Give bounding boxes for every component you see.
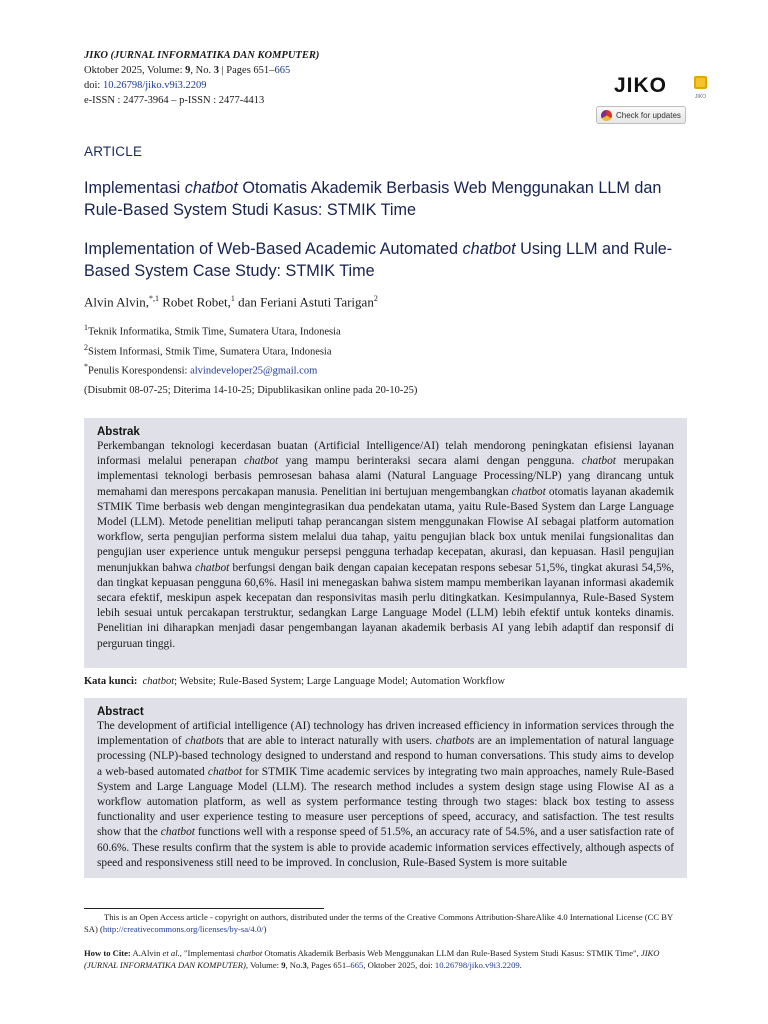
affiliation-2: $^2$Sistem Informasi, Stmik Time, Sumatera Utara, Indonesia (84, 342, 332, 357)
logo-text: JIKO (614, 74, 668, 97)
article-type-label: ARTICLE (84, 144, 143, 159)
title-indonesian: Implementasi chatbot Otomatis Akademik Berbasis Web Menggunakan LLM dan Rule-Based System Studi Kasus: STMIK Time (84, 179, 662, 219)
doi-line: doi: 10.26798/jiko.v9i3.2209 (84, 80, 207, 91)
corresponding-email-link[interactable]: alvindeveloper25@gmail.com (190, 365, 318, 377)
abstrak-body: Perkembangan teknologi kecerdasan buatan (Artificial Intelligence/AI) telah mendorong peningkatan efisiensi layanan informasi melalui penerapan chatbot yang mampu berinteraksi secara alami dengan pengguna. chatbot merupakan implementasi teknologi berbasis pemrosesan bahasa alami (Natural Language Processing/NLP) yang dirancang untuk memahami dan merespons percakapan manusia. Penelitian ini bertujuan mengembangkan chatbot otomatis layanan akademik STMIK Time berbasis web dengan mengintegrasikan dua pendekatan utama, yaitu Rule-Based System dan Large Language Model (LLM). Metode penelitian meliputi tahap perancangan sistem menggunakan Flowise AI sebagai platform automation workflow, serta pengujian performa sistem melalui dua tahap, yaitu pengujian black box untuk menilai fungsionalitas dan pengujian user experience untuk mengukur persepsi pengguna terhadap kecepatan, akurasi, dan kepuasan. Hasil pengujian menunjukkan bahwa chatbot berfungsi dengan baik dengan capaian kecepatan respons sebesar 51,5%, tingkat akurasi 54,5%, dan tingkat kepuasan pengguna 60,6%. Hasil ini menegaskan bahwa sistem mampu memberikan layanan informasi akademik secara efektif, meskipun aspek kecepatan dan responsivitas masih perlu ditingkatkan. Kesimpulannya, Rule-Based System lebih sesuai untuk percakapan terstruktur, sedangkan Large Language Model (LLM) lebih efektif untuk konteks dinamis. Penelitian ini diharapkan menjadi dasar pengembangan layanan akademik berbasis AI yang lebih adaptif dan responsif di perguruan tinggi. (97, 440, 675, 650)
cite-pages-link[interactable]: 665 (350, 959, 364, 970)
keywords-label: Kata kunci: (84, 676, 138, 687)
footnote-divider (84, 908, 324, 909)
submission-dates: (Disubmit 08-07-25; Diterima 14-10-25; Dipublikasikan online pada 20-10-25) (84, 385, 418, 396)
abstract-box (84, 698, 687, 878)
issn-line: e-ISSN : 2477-3964 – p-ISSN : 2477-4413 (84, 95, 265, 106)
author-list: Alvin Alvin,$^{*,1}$ Robet Robet,$^1$ dan Feriani Astuti Tarigan$^2$ (84, 294, 378, 310)
keywords-line: Kata kunci: chatbot; Website; Rule-Based System; Large Language Model; Automation Workflow (84, 676, 505, 687)
volume-number: 9 (185, 65, 191, 76)
check-for-updates-button[interactable] (596, 106, 686, 124)
journal-name: JIKO (JURNAL INFORMATIKA DAN KOMPUTER) (84, 50, 320, 61)
cite-doi-link[interactable]: 10.26798/jiko.v9i3.2209 (434, 959, 520, 970)
license-link[interactable]: http://creativecommons.org/licenses/by-sa/4.0/ (102, 923, 264, 934)
how-to-cite: How to Cite: A.Alvin et al., "Implementasi chatbot Otomatis Akademik Berbasis Web Menggunakan LLM dan Rule-Based System Studi Kasus: STMIK Time", JIKO (JURNAL INFORMATIKA DAN KOMPUTER), Volume: 9, No.3, Pages 651–665, Oktober 2025, doi: 10.26798/jiko.v9i3.2209. (84, 948, 660, 970)
journal-header (84, 48, 504, 108)
abstract-body: The development of artificial intelligence (AI) technology has driven increased efficiency in information services through the implementation of chatbots that are able to interact naturally with users. chatbots are an implementation of natural language processing (NLP)-based technology designed to understand and respond to human conversations. This study aims to develop a web-based automated chatbot for STMIK Time academic services by integrating two main approaches, namely Rule-Based System and Large Language Model (LLM). The research method includes a system design stage using Flowise AI as a workflow automation platform, as well as system performance testing through two stages: black box testing to assess functionality and user experience testing to measure user perceptions of speed, accuracy, and satisfaction. The test results show that the chatbot functions well with a response speed of 51.5%, an accuracy rate of 54.5%, and a user satisfaction rate of 60.6%. These results confirm that the system is able to provide academic information services effectively, although aspects of speed and responsiveness still need to be improved. In conclusion, Rule-Based System is more suitable (97, 720, 675, 869)
issue-line: Oktober 2025, Volume: 9, No. 3 | Pages 651–665 (84, 65, 291, 76)
affiliation-1: $^1$Teknik Informatika, Stmik Time, Sumatera Utara, Indonesia (84, 323, 341, 338)
crossmark-icon (601, 110, 612, 121)
doi-link[interactable]: 10.26798/jiko.v9i3.2209 (102, 80, 207, 91)
license-footnote: This is an Open Access article - copyright on authors, distributed under the terms of the Creative Commons Attribution-ShareAlike 4.0 International License (CC BY SA) (http://creativecommons.org/licenses/by-sa/4.0/) (84, 912, 673, 934)
check-for-updates-label: Check for updates (616, 111, 681, 120)
issue-number: 3 (213, 65, 219, 76)
logo-square-icon (694, 76, 707, 89)
abstract-title: Abstract (97, 706, 144, 718)
abstrak-box (84, 418, 687, 668)
title-english: Implementation of Web-Based Academic Automated chatbot Using LLM and Rule-Based System Case Study: STMIK Time (84, 240, 673, 280)
jiko-logo (614, 74, 706, 100)
affiliations (84, 320, 341, 379)
abstrak-title: Abstrak (97, 426, 140, 438)
pages-end-link[interactable]: 665 (274, 65, 291, 76)
corresponding-author: *Penulis Korespondensi: alvindeveloper25@gmail.com (84, 362, 318, 377)
logo-subtext: JIKO (694, 94, 706, 100)
